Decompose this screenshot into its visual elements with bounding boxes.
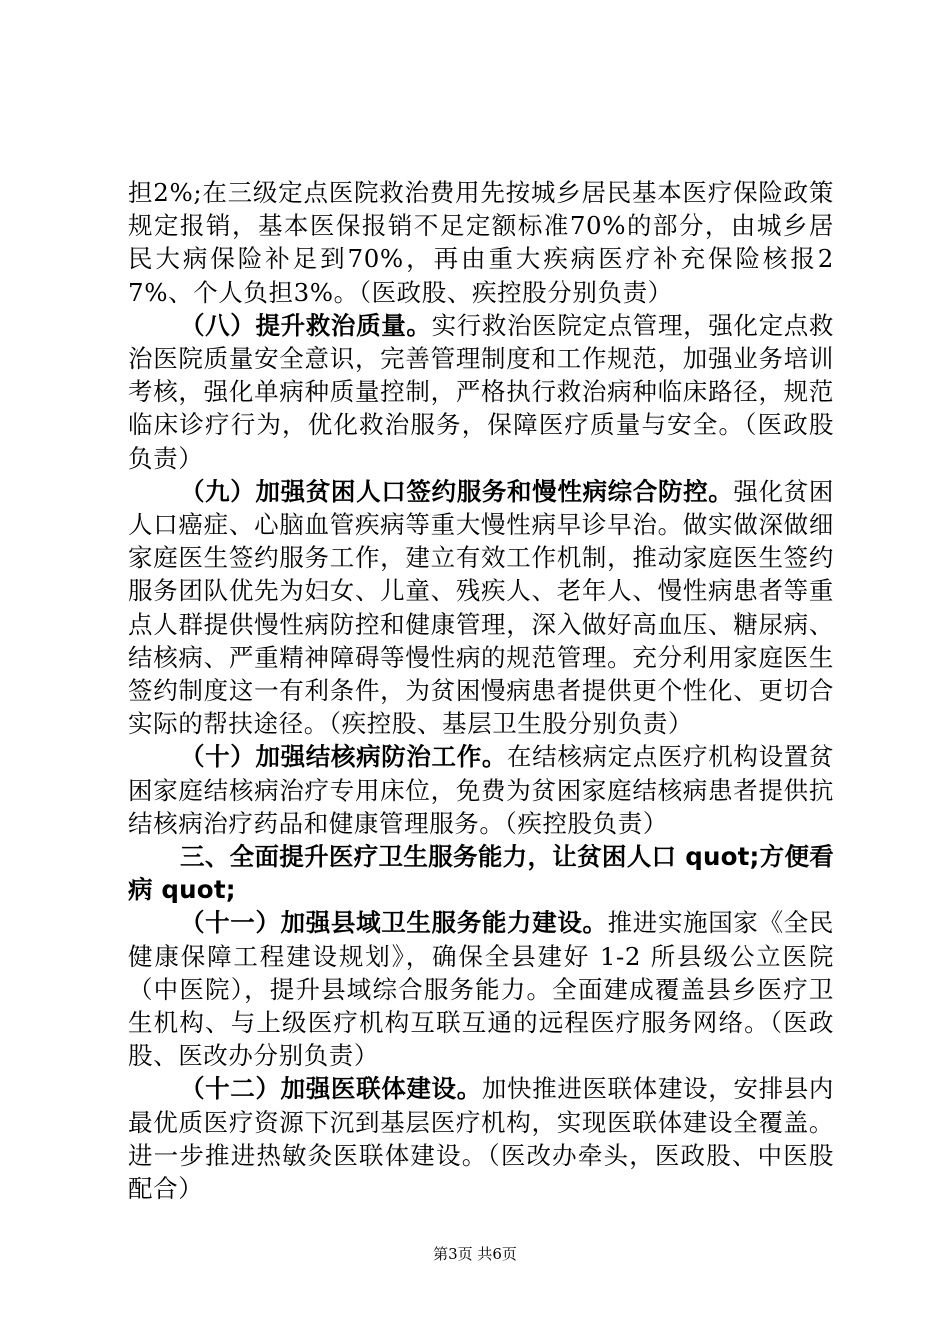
paragraph-heading: （十）加强结核病防治工作。	[180, 742, 508, 772]
paragraph-medical-alliance	[128, 1072, 834, 1205]
paragraph-text: 担2%;在三级定点医院救治费用先按城乡居民基本医疗保险政策规定报销，基本医保报销不足定额标准70%的部分，由城乡居民大病保险补足到70%，再由重大疾病医疗补充保险核报27%、个人负担3%。（医政股、疾控股分别负责）	[128, 178, 834, 307]
paragraph-treatment-quality	[128, 309, 834, 475]
document-body	[128, 176, 834, 1205]
section-heading-text: 三、全面提升医疗卫生服务能力，让贫困人口 quot;方便看病 quot;	[128, 842, 834, 905]
paragraph-heading: （十一）加强县域卫生服务能力建设。	[180, 908, 608, 938]
section-heading	[128, 840, 834, 906]
page-number: 第3页 共6页	[433, 1245, 517, 1263]
page-footer	[0, 1244, 950, 1264]
paragraph-tuberculosis	[128, 740, 834, 840]
paragraph-text: 实行救治医院定点管理，强化定点救治医院质量安全意识，完善管理制度和工作规范，加强业务培训考核，强化单病种质量控制，严格执行救治病种临床路径，规范临床诊疗行为，优化救治服务，保障医疗质量与安全。（医政股负责）	[128, 310, 834, 473]
paragraph-text: 在结核病定点医疗机构设置贫困家庭结核病治疗专用床位，免费为贫困家庭结核病患者提供抗结核病治疗药品和健康管理服务。（疾控股负责）	[128, 742, 834, 838]
paragraph-cost-sharing	[128, 176, 834, 309]
paragraph-chronic-disease	[128, 475, 834, 741]
paragraph-text: 推进实施国家《全民健康保障工程建设规划》，确保全县建好 1-2 所县级公立医院（中医院），提升县域综合服务能力。全面建成覆盖县乡医疗卫生机构、与上级医疗机构互联互通的远程医疗服务网络。（医政股、医改办分别负责）	[128, 908, 835, 1071]
paragraph-text: 加快推进医联体建设，安排县内最优质医疗资源下沉到基层医疗机构，实现医联体建设全覆盖。进一步推进热敏灸医联体建设。（医改办牵头，医政股、中医股配合）	[128, 1074, 834, 1204]
paragraph-heading: （八）提升救治质量。	[180, 310, 432, 340]
paragraph-heading: （九）加强贫困人口签约服务和慢性病综合防控。	[180, 476, 734, 506]
paragraph-text: 强化贫困人口癌症、心脑血管疾病等重大慢性病早诊早治。做实做深做细家庭医生签约服务工作，建立有效工作机制，推动家庭医生签约服务团队优先为妇女、儿童、残疾人、老年人、慢性病患者等重点人群提供慢性病防控和健康管理，深入做好高血压、糖尿病、结核病、严重精神障碍等慢性病的规范管理。充分利用家庭医生签约制度这一有利条件，为贫困慢病患者提供更个性化、更切合实际的帮扶途径。（疾控股、基层卫生股分别负责）	[128, 476, 834, 739]
paragraph-county-capacity	[128, 906, 834, 1072]
paragraph-heading: （十二）加强医联体建设。	[180, 1074, 482, 1104]
